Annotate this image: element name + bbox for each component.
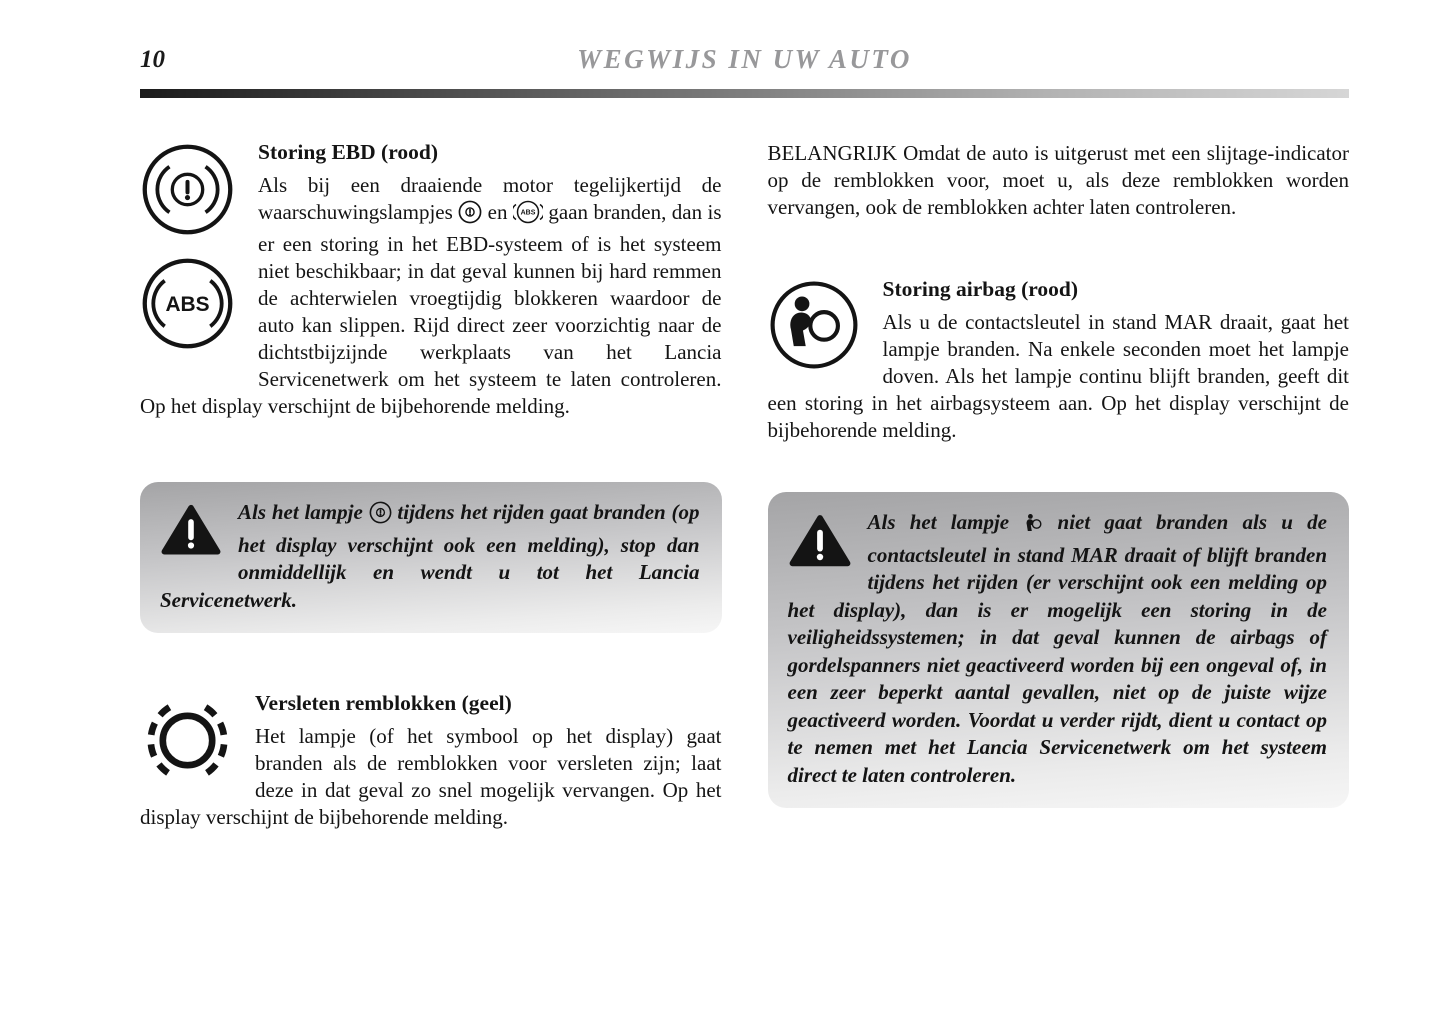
airbag-warning-icon (768, 279, 863, 376)
ebd-body-text-3: gaan branden, dan is er een storing in het EBD-systeem of is het systeem niet beschikbaar; in dat geval kunnen bij hard remmen de achterwielen vroegtijdig blokkeren waardoor de auto kan slippen. Rijd direct zeer voorzichtig naar de dichtstbijzijnde werkplaats van het Lancia Servicenetwerk om het systeem te laten controleren. Op het display verschijnt de bijbehorende melding. (140, 200, 722, 418)
brake-warning-icon (140, 142, 238, 242)
right-column (768, 140, 1350, 831)
important-label: BELANGRIJK (767, 141, 897, 165)
brake-warning-inline-icon (458, 200, 482, 231)
header-gradient-rule (140, 89, 1349, 98)
airbag-warning-text-1: Als het lampje (867, 510, 1010, 534)
page-number: 10 (140, 46, 165, 73)
page-title: WEGWIJS IN UW AUTO (577, 44, 912, 74)
content-columns (140, 140, 1349, 831)
airbag-body: Als u de contactsleutel in stand MAR draait, gaat het lampje branden. Na enkele seconden moet het lampje doven. Als het lampje continu blijft branden, geeft dit een storing in het airbagsysteem aan. Op het display verschijnt de bijbehorende melding. (767, 310, 1349, 442)
brake-pads-section (140, 691, 722, 831)
ebd-body-text-2: en (487, 200, 508, 224)
abs-inline-icon (513, 200, 543, 231)
airbag-warning-box (768, 492, 1350, 808)
abs-icon-label: ABS (165, 293, 210, 317)
airbag-heading: Storing airbag (rood) (882, 277, 1078, 301)
ebd-warning-box (140, 482, 722, 633)
brake-pads-icon (140, 693, 235, 793)
ebd-warning-text (160, 499, 700, 614)
ebd-body-text-1: Als bij een draaiende motor tegelijkertijd de waarschuwingslampjes (258, 173, 722, 224)
brake-pads-body: Het lampje (of het symbool op het display) gaat branden als de remblokken voor versleten zijn; laat deze in dat geval zo snel mogelijk vervangen. Op het display verschijnt de bijbehorende melding. (140, 724, 722, 829)
page-header (140, 38, 1349, 82)
important-text: Omdat de auto is uitgerust met een slijtage-indicator op de remblokken voor, moet u, als deze remblokken worden vervangen, ook de remblokken achter laten controleren. (767, 141, 1350, 219)
airbag-section (768, 277, 1350, 444)
left-column (140, 140, 722, 831)
ebd-warning-text-2: tijdens het rijden gaat branden (op het display verschijnt ook een melding), stop dan onmiddellijk en wendt u tot het Lancia Servicenetwerk. (160, 500, 700, 612)
ebd-heading: Storing EBD (rood) (258, 140, 438, 164)
ebd-icon-stack (140, 142, 238, 370)
warning-triangle-icon (160, 502, 222, 563)
brake-pads-heading: Versleten remblokken (geel) (255, 691, 512, 715)
brake-warning-inline-icon-2 (369, 501, 392, 532)
ebd-warning-text-1: Als het lampje (238, 500, 363, 524)
airbag-warning-text-2: niet gaat branden als u de contactsleutel in stand MAR draait of blijft branden tijdens het rijden (er verschijnt ook een melding op het display), dan is er mogelijk een storing in de veiligheidssystemen; in dat geval kunnen de airbags of gordelspanners niet geactiveerd worden bij een ongeval of, in een zeer beperkt aantal gevallen, niet op de juiste wijze geactiveerd worden. Voordat u verder rijdt, dient u contact op te nemen met het Lancia Servicenetwerk om het systeem direct te laten controleren. (787, 510, 1327, 787)
airbag-person-inline-icon (1023, 512, 1043, 542)
abs-inline-icon-label: ABS (520, 209, 536, 217)
airbag-warning-text (788, 509, 1328, 789)
ebd-section (140, 140, 722, 420)
warning-triangle-icon-2 (788, 512, 852, 575)
abs-warning-icon (140, 256, 238, 356)
important-note (768, 140, 1350, 221)
